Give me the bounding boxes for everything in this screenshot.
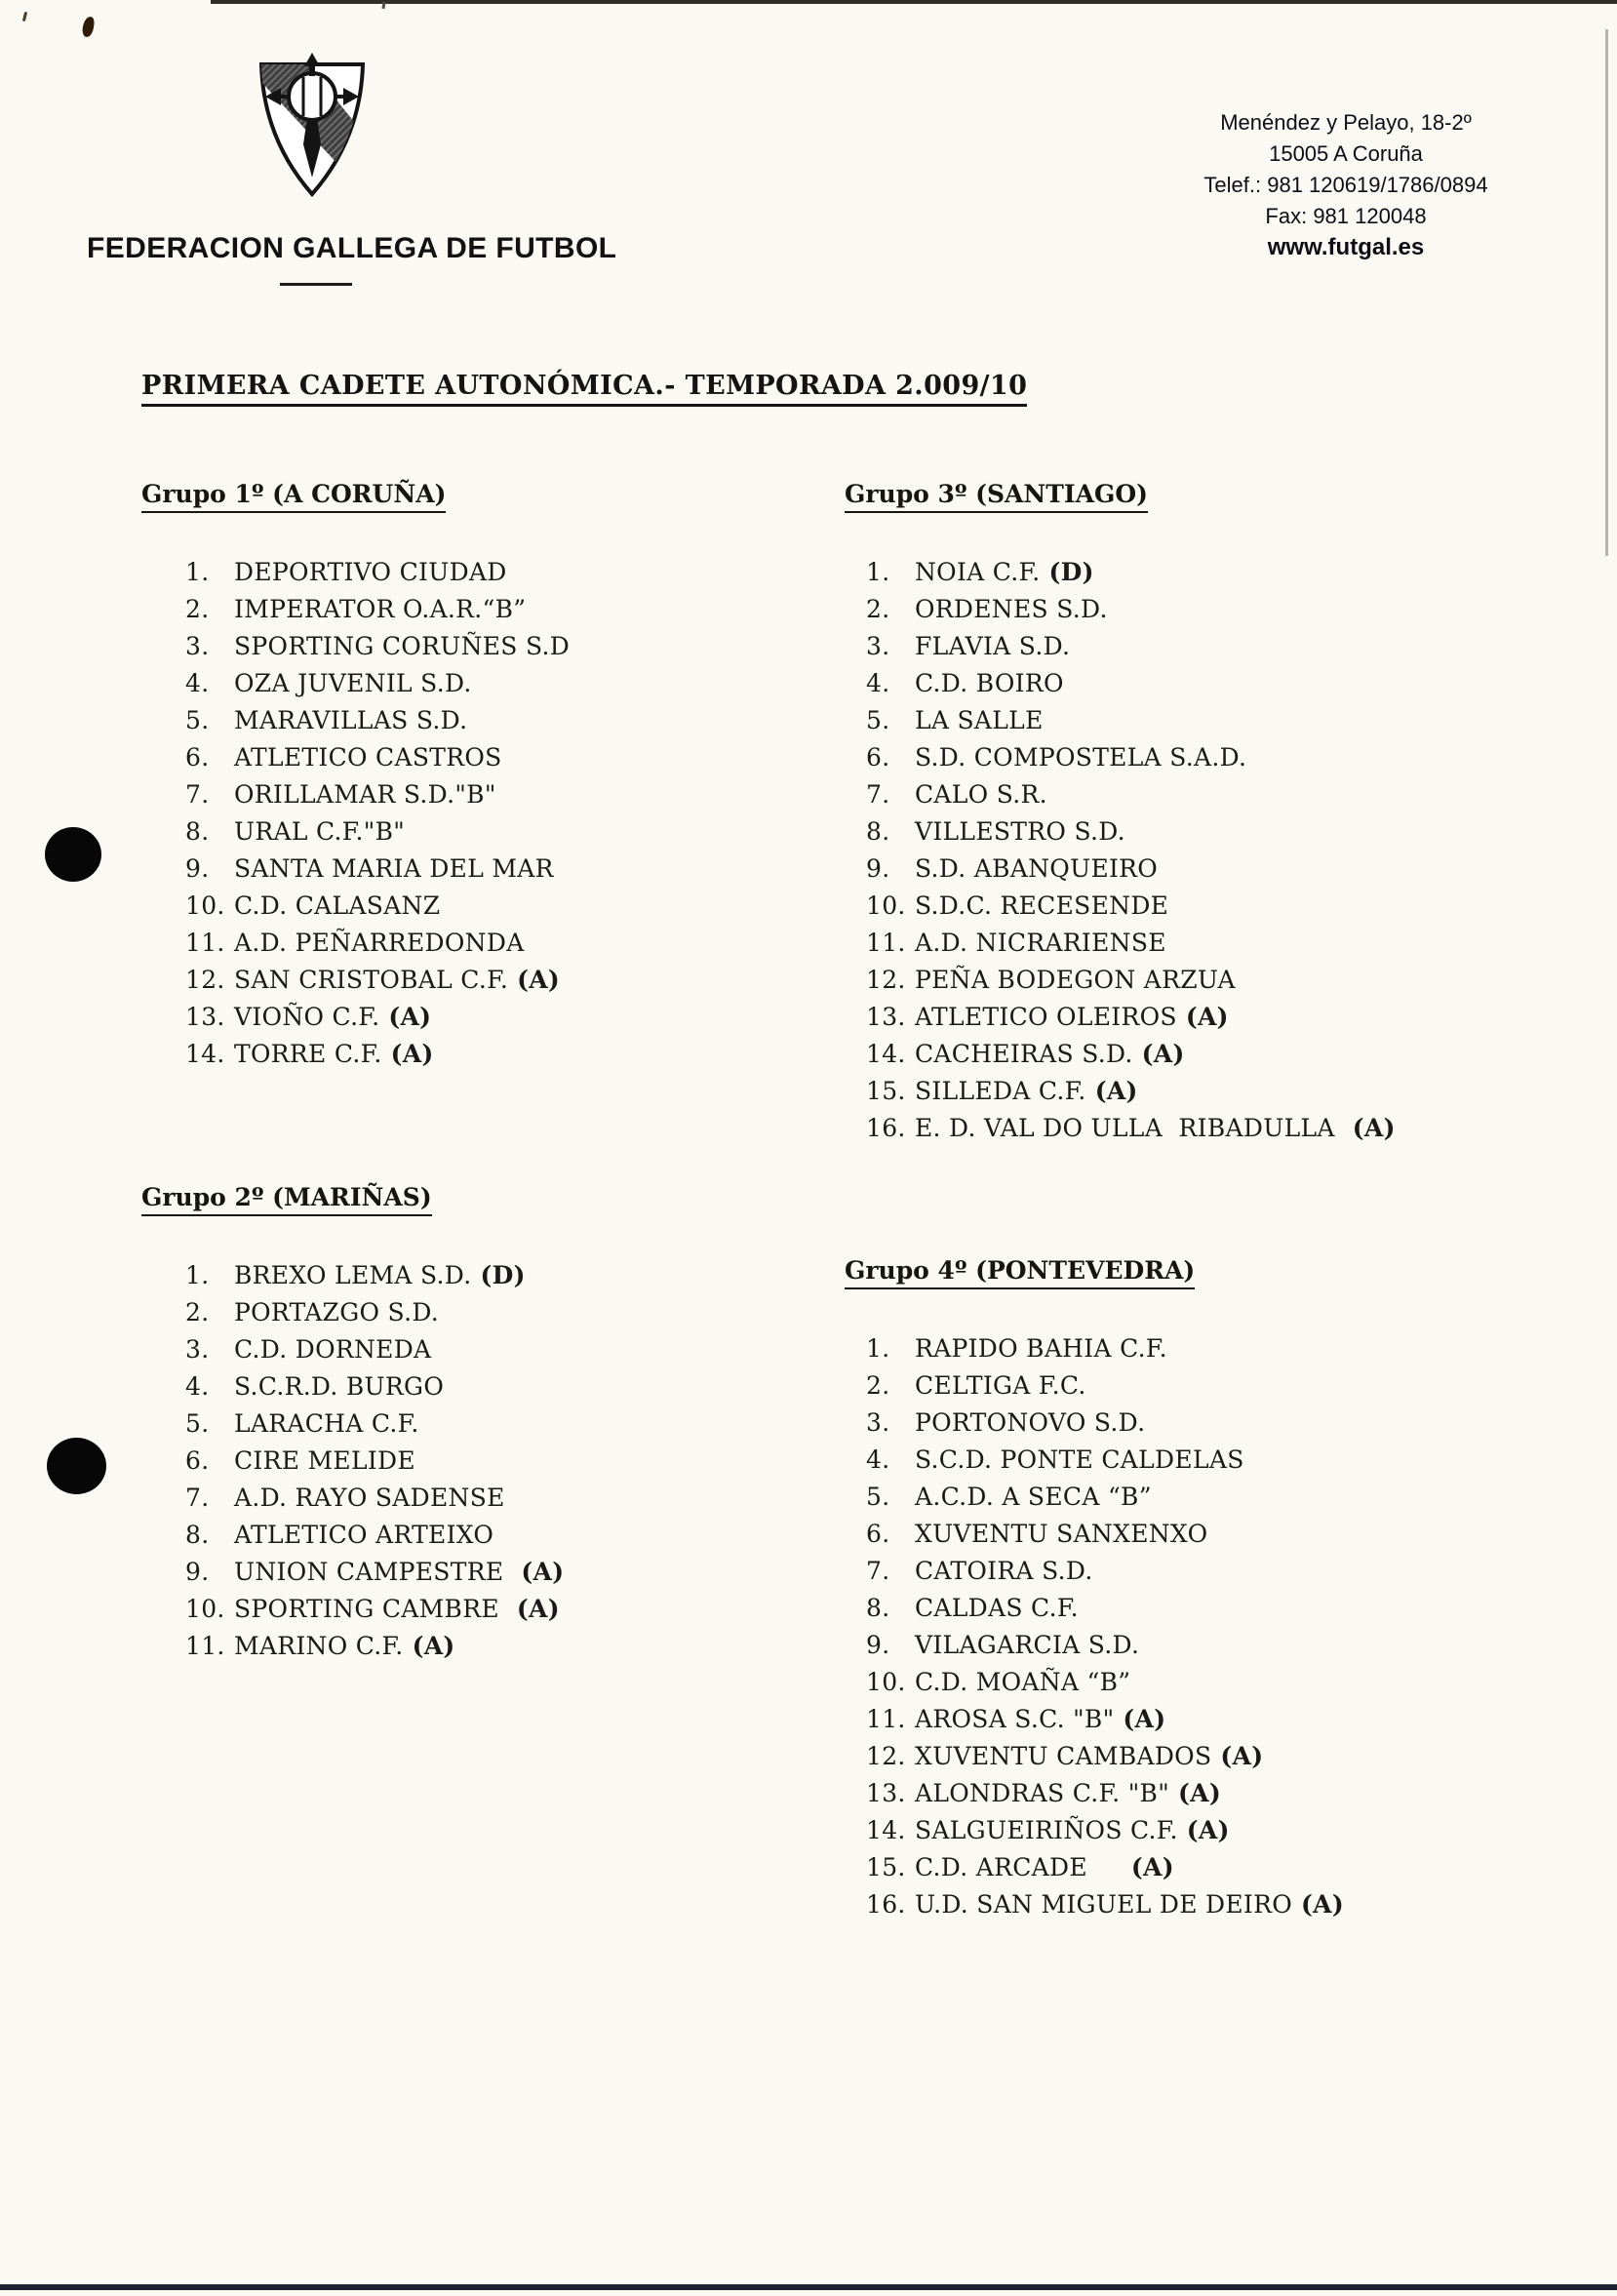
team-row [866, 1594, 1344, 1631]
team-row [866, 1631, 1344, 1668]
address-city: 15005 A Coruña [1269, 141, 1423, 166]
team-name: ORDENES S.D. [915, 595, 1108, 623]
team-row [866, 669, 1396, 706]
team-number: 11. [866, 929, 906, 957]
team-row [185, 1521, 564, 1558]
team-number: 5. [866, 1483, 890, 1511]
team-row [185, 1261, 564, 1298]
team-number: 7. [866, 780, 890, 809]
team-row [185, 1003, 570, 1040]
team-number: 2. [866, 1371, 890, 1400]
team-row [866, 1114, 1396, 1151]
team-row [185, 669, 570, 706]
address-phone: Telef.: 981 120619/1786/0894 [1203, 173, 1488, 197]
team-row [866, 743, 1396, 780]
team-name: SPORTING CORUÑES S.D [234, 632, 571, 660]
team-row [866, 1371, 1344, 1408]
team-number: 11. [185, 929, 225, 957]
team-name: E. D. VAL DO ULLA RIBADULLA (A) [915, 1114, 1396, 1142]
team-name: LARACHA C.F. [234, 1409, 419, 1438]
team-row [866, 632, 1396, 669]
team-number: 7. [866, 1557, 890, 1585]
team-row [866, 1668, 1344, 1705]
team-name: A.C.D. A SECA “B” [915, 1483, 1152, 1511]
team-row [185, 706, 570, 743]
team-number: 13. [866, 1779, 906, 1807]
team-name: ORILLAMAR S.D."B" [234, 780, 496, 809]
team-number: 14. [866, 1040, 906, 1068]
team-name: S.D.C. RECESENDE [915, 891, 1169, 920]
team-row [185, 780, 570, 817]
organization-name: FEDERACION GALLEGA DE FUTBOL [87, 232, 617, 264]
team-number: 8. [866, 817, 890, 846]
ink-speck [381, 2, 385, 9]
group-4-pontevedra [845, 1256, 1344, 1927]
team-name: CALO S.R. [915, 780, 1047, 809]
address-street: Menéndez y Pelayo, 18-2º [1220, 110, 1472, 135]
group-heading: Grupo 3º (SANTIAGO) [845, 480, 1148, 513]
group-heading: Grupo 4º (PONTEVEDRA) [845, 1256, 1195, 1289]
team-row [185, 1335, 564, 1372]
team-number: 9. [866, 854, 890, 883]
team-number: 3. [185, 632, 210, 660]
team-name: RAPIDO BAHIA C.F. [915, 1334, 1167, 1363]
team-name: FLAVIA S.D. [915, 632, 1071, 660]
team-row [866, 706, 1396, 743]
team-number: 10. [866, 891, 906, 920]
team-name: A.D. RAYO SADENSE [234, 1484, 505, 1512]
team-list [141, 1261, 564, 1669]
group-heading: Grupo 1º (A CORUÑA) [141, 480, 446, 513]
team-row [866, 1890, 1344, 1927]
team-row [866, 817, 1396, 854]
team-number: 9. [185, 854, 210, 883]
team-name: C.D. CALASANZ [234, 891, 441, 920]
team-name: XUVENTU CAMBADOS (A) [915, 1742, 1264, 1770]
group-heading: Grupo 2º (MARIÑAS) [141, 1183, 432, 1216]
team-name: A.D. NICRARIENSE [915, 929, 1166, 957]
team-number: 2. [185, 595, 210, 623]
scan-right-edge [1605, 29, 1608, 556]
team-name: DEPORTIVO CIUDAD [234, 558, 507, 586]
punch-hole [47, 1438, 106, 1494]
team-name: A.D. PEÑARREDONDA [234, 929, 525, 957]
team-number: 7. [185, 1484, 210, 1512]
team-number: 8. [866, 1594, 890, 1622]
team-row [185, 1595, 564, 1632]
team-number: 1. [866, 1334, 890, 1363]
team-name: NOIA C.F. (D) [915, 558, 1094, 586]
team-name: C.D. MOAÑA “B” [915, 1668, 1131, 1696]
team-name: S.D. COMPOSTELA S.A.D. [915, 743, 1247, 772]
team-number: 11. [866, 1705, 906, 1733]
team-name: AROSA S.C. "B" (A) [915, 1705, 1166, 1733]
team-number: 16. [866, 1114, 906, 1142]
team-row [866, 1003, 1396, 1040]
team-name: PORTONOVO S.D. [915, 1408, 1146, 1437]
team-number: 1. [185, 558, 210, 586]
team-name: U.D. SAN MIGUEL DE DEIRO (A) [915, 1890, 1344, 1919]
team-number: 6. [185, 1446, 210, 1475]
team-row [866, 558, 1396, 595]
team-name: ATLETICO ARTEIXO [234, 1521, 494, 1549]
team-row [185, 558, 570, 595]
team-list [845, 558, 1396, 1151]
team-name: ALONDRAS C.F. "B" (A) [915, 1779, 1221, 1807]
team-number: 14. [866, 1816, 906, 1844]
team-name: VILAGARCIA S.D. [915, 1631, 1140, 1659]
team-number: 12. [185, 966, 225, 994]
team-row [866, 595, 1396, 632]
team-row [866, 1445, 1344, 1483]
team-row [185, 854, 570, 891]
team-name: OZA JUVENIL S.D. [234, 669, 472, 697]
team-row [866, 966, 1396, 1003]
team-row [866, 1557, 1344, 1594]
team-row [866, 1334, 1344, 1371]
team-name: C.D. DORNEDA [234, 1335, 432, 1364]
team-number: 3. [185, 1335, 210, 1364]
team-row [185, 1298, 564, 1335]
team-name: S.C.D. PONTE CALDELAS [915, 1445, 1244, 1474]
team-number: 12. [866, 1742, 906, 1770]
team-row [866, 1853, 1344, 1890]
team-row [866, 1483, 1344, 1520]
team-list [141, 558, 570, 1077]
team-row [866, 854, 1396, 891]
team-number: 5. [866, 706, 890, 734]
team-row [866, 780, 1396, 817]
team-name: CATOIRA S.D. [915, 1557, 1093, 1585]
document-title: PRIMERA CADETE AUTONÓMICA.- TEMPORADA 2.009/10 [141, 371, 1027, 407]
team-row [185, 1446, 564, 1484]
team-name: C.D. BOIRO [915, 669, 1064, 697]
team-number: 6. [866, 743, 890, 772]
team-number: 1. [866, 558, 890, 586]
team-row [185, 1558, 564, 1595]
team-number: 10. [866, 1668, 906, 1696]
team-name: TORRE C.F. (A) [234, 1040, 434, 1068]
team-name: VILLESTRO S.D. [915, 817, 1125, 846]
team-name: IMPERATOR O.A.R.“B” [234, 595, 527, 623]
team-name: CALDAS C.F. [915, 1594, 1079, 1622]
group-3-santiago [845, 480, 1396, 1151]
group-1-coruna [141, 480, 570, 1077]
team-row [866, 1816, 1344, 1853]
ink-blot [81, 16, 95, 37]
fgf-crest-logo-icon [246, 51, 378, 202]
team-name: SANTA MARIA DEL MAR [234, 854, 554, 883]
team-number: 6. [185, 743, 210, 772]
team-number: 15. [866, 1853, 906, 1881]
team-name: ATLETICO OLEIROS (A) [915, 1003, 1229, 1031]
team-number: 9. [185, 1558, 210, 1586]
team-number: 5. [185, 1409, 210, 1438]
team-number: 4. [185, 1372, 210, 1401]
team-number: 8. [185, 817, 210, 846]
team-name: MARINO C.F. (A) [234, 1632, 455, 1660]
team-number: 13. [185, 1003, 225, 1031]
team-name: UNION CAMPESTRE (A) [234, 1558, 565, 1586]
team-number: 2. [866, 595, 890, 623]
team-name: PEÑA BODEGON ARZUA [915, 966, 1236, 994]
team-number: 4. [185, 669, 210, 697]
team-row [185, 1040, 570, 1077]
team-row [866, 1705, 1344, 1742]
team-number: 5. [185, 706, 210, 734]
team-number: 9. [866, 1631, 890, 1659]
team-row [185, 1409, 564, 1446]
team-name: VIOÑO C.F. (A) [234, 1003, 432, 1031]
team-row [185, 743, 570, 780]
team-name: SPORTING CAMBRE (A) [234, 1595, 560, 1623]
team-row [185, 1484, 564, 1521]
team-row [866, 891, 1396, 929]
team-row [866, 1779, 1344, 1816]
address-fax: Fax: 981 120048 [1265, 204, 1427, 228]
team-name: BREXO LEMA S.D. (D) [234, 1261, 526, 1289]
team-number: 13. [866, 1003, 906, 1031]
org-name-underline [280, 283, 352, 286]
team-name: S.D. ABANQUEIRO [915, 854, 1159, 883]
team-name: SALGUEIRIÑOS C.F. (A) [915, 1816, 1230, 1844]
team-number: 8. [185, 1521, 210, 1549]
team-name: PORTAZGO S.D. [234, 1298, 440, 1326]
team-row [185, 817, 570, 854]
team-name: CIRE MELIDE [234, 1446, 415, 1475]
team-row [866, 1520, 1344, 1557]
team-name: CELTIGA F.C. [915, 1371, 1086, 1400]
team-name: XUVENTU SANXENXO [915, 1520, 1208, 1548]
team-row [866, 1077, 1396, 1114]
team-number: 6. [866, 1520, 890, 1548]
team-name: ATLETICO CASTROS [234, 743, 502, 772]
letterhead-address-block [1112, 107, 1580, 263]
team-row [185, 891, 570, 929]
team-number: 4. [866, 1445, 890, 1474]
website-url: www.futgal.es [1267, 234, 1425, 260]
team-number: 11. [185, 1632, 225, 1660]
group-2-marinas [141, 1183, 564, 1669]
team-name: S.C.R.D. BURGO [234, 1372, 445, 1401]
team-name: C.D. ARCADE (A) [915, 1853, 1174, 1881]
team-number: 16. [866, 1890, 906, 1919]
team-row [866, 1408, 1344, 1445]
team-name: LA SALLE [915, 706, 1044, 734]
team-name: URAL C.F."B" [234, 817, 406, 846]
team-number: 4. [866, 669, 890, 697]
team-row [866, 929, 1396, 966]
team-number: 14. [185, 1040, 225, 1068]
team-row [185, 1372, 564, 1409]
team-name: SILLEDA C.F. (A) [915, 1077, 1138, 1105]
team-row [185, 1632, 564, 1669]
ink-speck [22, 12, 27, 21]
scan-bottom-edge [0, 2284, 1617, 2290]
team-name: SAN CRISTOBAL C.F. (A) [234, 966, 561, 994]
team-list [845, 1334, 1344, 1927]
team-row [185, 632, 570, 669]
team-number: 3. [866, 632, 890, 660]
team-name: MARAVILLAS S.D. [234, 706, 468, 734]
team-row [866, 1040, 1396, 1077]
team-number: 7. [185, 780, 210, 809]
team-number: 12. [866, 966, 906, 994]
scan-top-edge [211, 0, 1617, 4]
team-number: 10. [185, 1595, 225, 1623]
team-row [866, 1742, 1344, 1779]
team-number: 3. [866, 1408, 890, 1437]
team-number: 1. [185, 1261, 210, 1289]
team-row [185, 966, 570, 1003]
team-number: 2. [185, 1298, 210, 1326]
team-name: CACHEIRAS S.D. (A) [915, 1040, 1185, 1068]
punch-hole [45, 827, 101, 882]
team-number: 10. [185, 891, 225, 920]
team-row [185, 595, 570, 632]
team-row [185, 929, 570, 966]
team-number: 15. [866, 1077, 906, 1105]
